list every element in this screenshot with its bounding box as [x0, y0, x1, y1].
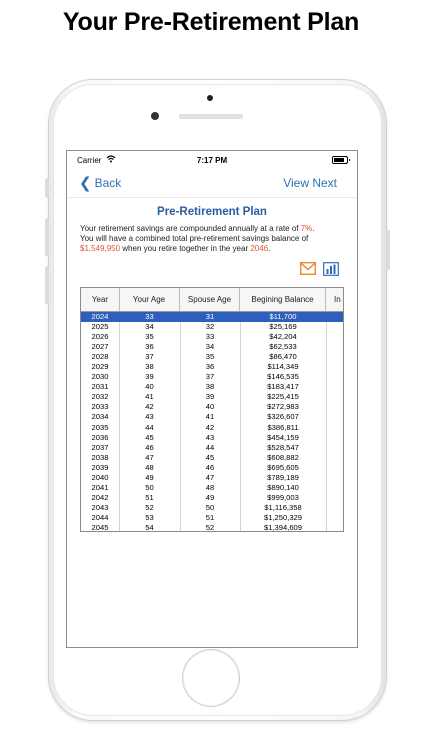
cell-year: 2024 [91, 312, 109, 321]
home-button[interactable] [183, 650, 239, 706]
table-row[interactable] [81, 362, 343, 372]
cell-spouse-age: 35 [205, 352, 215, 362]
col-header-year[interactable]: Year [81, 288, 120, 311]
cell-spouse-age: 37 [205, 372, 215, 382]
cell-your-age: 37 [145, 352, 154, 362]
status-time: 7:17 PM [196, 156, 228, 165]
app-screen [66, 150, 358, 648]
table-row[interactable] [81, 322, 343, 332]
cell-spouse-age: 52 [205, 522, 215, 532]
cell-beginning-balance: $86,470 [269, 352, 297, 362]
front-camera [207, 95, 213, 101]
cell-your-age: 38 [145, 362, 154, 372]
table-row[interactable] [81, 473, 343, 483]
view-next-button[interactable]: View Next [283, 176, 337, 190]
cell-spouse-age: 42 [205, 422, 215, 432]
earpiece-speaker [179, 114, 243, 119]
cell-beginning-balance: $999,003 [267, 492, 299, 502]
cell-beginning-balance: $272,983 [267, 402, 299, 412]
cell-beginning-balance: $11,700 [269, 312, 297, 321]
table-row[interactable] [81, 493, 343, 503]
table-row[interactable] [81, 453, 343, 463]
status-bar [67, 151, 357, 169]
cell-beginning-balance: $183,417 [267, 382, 299, 392]
col-header-spouse-age[interactable]: Spouse Age [180, 288, 240, 311]
cell-beginning-balance: $386,811 [267, 422, 299, 432]
cell-your-age: 52 [145, 502, 154, 512]
cell-beginning-balance: $42,204 [269, 332, 297, 342]
table-row[interactable] [81, 332, 343, 342]
power-button [386, 230, 390, 270]
carrier-label: Carrier [77, 156, 102, 165]
cell-your-age: 39 [145, 372, 154, 382]
cell-beginning-balance: $326,607 [267, 412, 299, 422]
col-header-beginning-balance[interactable]: Begining Balance [240, 288, 326, 311]
back-button[interactable] [79, 174, 121, 192]
page-headline: Your Pre-Retirement Plan [62, 8, 360, 36]
mute-switch [45, 178, 49, 198]
chevron-left-icon: ❮ [79, 175, 92, 192]
cell-your-age: 51 [145, 492, 154, 502]
table-row[interactable] [81, 412, 343, 422]
cell-your-age: 36 [145, 342, 154, 352]
cell-year: 2035 [91, 422, 109, 432]
col-header-interest[interactable]: In [326, 288, 344, 311]
cell-year: 2030 [91, 372, 109, 382]
cell-spouse-age: 48 [205, 482, 215, 492]
table-row[interactable] [81, 312, 343, 322]
cell-spouse-age: 33 [205, 332, 215, 342]
desc-text: . [312, 224, 315, 233]
cell-year: 2034 [91, 412, 109, 422]
cell-year: 2041 [91, 482, 109, 492]
table-row[interactable] [81, 433, 343, 443]
cell-spouse-age: 39 [205, 392, 215, 402]
volume-up-button [45, 218, 49, 256]
cell-your-age: 40 [145, 382, 154, 392]
cell-beginning-balance: $146,535 [267, 372, 299, 382]
cell-your-age: 45 [145, 432, 154, 442]
cell-your-age: 53 [145, 512, 154, 522]
desc-text: . [268, 244, 271, 253]
table-row[interactable] [81, 443, 343, 453]
table-row[interactable] [81, 352, 343, 362]
cell-your-age: 44 [145, 422, 154, 432]
cell-year: 2044 [91, 512, 109, 522]
cell-year: 2043 [91, 502, 109, 512]
cell-spouse-age: 43 [205, 432, 215, 442]
cell-spouse-age: 38 [205, 382, 215, 392]
battery-icon [332, 156, 348, 164]
cell-your-age: 46 [145, 442, 154, 452]
cell-spouse-age: 46 [205, 462, 215, 472]
cell-beginning-balance: $528,547 [267, 442, 299, 452]
cell-spouse-age: 49 [205, 492, 215, 502]
cell-beginning-balance: $890,140 [267, 482, 299, 492]
bar-chart-icon[interactable] [323, 262, 339, 276]
cell-year: 2036 [91, 432, 109, 442]
table-row[interactable] [81, 423, 343, 433]
cell-beginning-balance: $1,116,358 [264, 502, 302, 512]
cell-your-age: 34 [145, 322, 154, 332]
cell-beginning-balance: $789,189 [267, 472, 299, 482]
cell-year: 2039 [91, 462, 109, 472]
desc-text: Your retirement savings are compounded annually at a rate of [80, 224, 301, 233]
cell-your-age: 54 [145, 522, 154, 532]
cell-year: 2027 [91, 342, 109, 352]
cell-spouse-age: 34 [205, 342, 215, 352]
navigation-bar [67, 169, 357, 198]
cell-spouse-age: 32 [205, 322, 215, 332]
cell-beginning-balance: $25,169 [269, 322, 297, 332]
col-header-your-age[interactable]: Your Age [119, 288, 180, 311]
retire-year-value: 2046 [250, 244, 269, 253]
table-row[interactable] [81, 523, 343, 532]
table-row[interactable] [81, 483, 343, 493]
cell-beginning-balance: $62,533 [269, 342, 297, 352]
cell-year: 2033 [91, 402, 109, 412]
cell-your-age: 49 [145, 472, 154, 482]
table-row[interactable] [81, 503, 343, 513]
table-row[interactable] [81, 402, 343, 412]
cell-year: 2028 [91, 352, 109, 362]
cell-your-age: 50 [145, 482, 154, 492]
table-row[interactable] [81, 382, 343, 392]
cell-beginning-balance: $114,349 [267, 362, 299, 372]
cell-year: 2032 [91, 392, 109, 402]
balance-value: $1,549,950 [80, 244, 121, 253]
cell-spouse-age: 44 [205, 442, 215, 452]
cell-beginning-balance: $225,415 [267, 392, 299, 402]
table-row[interactable] [81, 392, 343, 402]
table-row[interactable] [81, 463, 343, 473]
mail-icon[interactable] [300, 262, 316, 276]
cell-your-age: 35 [145, 332, 154, 342]
page-title: Pre-Retirement Plan [157, 206, 267, 218]
cell-year: 2038 [91, 452, 109, 462]
table-header [81, 288, 344, 312]
cell-year: 2029 [91, 362, 109, 372]
cell-your-age: 33 [145, 312, 154, 321]
table-row[interactable] [81, 513, 343, 523]
cell-year: 2037 [91, 442, 109, 452]
cell-your-age: 41 [145, 392, 154, 402]
desc-text: You will have a combined total pre-retirement savings balance of [80, 234, 309, 243]
proximity-sensor [151, 112, 159, 120]
cell-year: 2045 [91, 522, 109, 532]
cell-year: 2025 [91, 322, 109, 332]
cell-spouse-age: 51 [205, 512, 215, 522]
cell-your-age: 47 [145, 452, 154, 462]
table-row[interactable] [81, 342, 343, 352]
back-label: Back [94, 176, 122, 190]
cell-beginning-balance: $454,159 [267, 432, 299, 442]
rate-value: 7% [300, 224, 313, 233]
table-row[interactable] [81, 372, 343, 382]
cell-year: 2026 [91, 332, 109, 342]
savings-table[interactable] [80, 287, 344, 532]
cell-year: 2040 [91, 472, 109, 482]
plan-description [80, 224, 346, 254]
table-body [81, 312, 343, 532]
cell-spouse-age: 47 [205, 472, 215, 482]
cell-spouse-age: 31 [205, 312, 215, 321]
cell-beginning-balance: $695,605 [267, 462, 299, 472]
cell-beginning-balance: $608,882 [267, 452, 299, 462]
cell-your-age: 42 [145, 402, 154, 412]
volume-down-button [45, 266, 49, 304]
cell-your-age: 43 [145, 412, 154, 422]
cell-spouse-age: 36 [205, 362, 215, 372]
cell-spouse-age: 41 [205, 412, 215, 422]
desc-text: when you retire together in the year [120, 244, 251, 253]
cell-your-age: 48 [145, 462, 154, 472]
cell-spouse-age: 50 [205, 502, 215, 512]
cell-spouse-age: 45 [205, 452, 215, 462]
cell-year: 2042 [91, 492, 109, 502]
cell-beginning-balance: $1,394,609 [263, 522, 302, 532]
cell-spouse-age: 40 [205, 402, 215, 412]
cell-year: 2031 [91, 382, 109, 392]
cell-beginning-balance: $1,250,329 [263, 512, 302, 522]
